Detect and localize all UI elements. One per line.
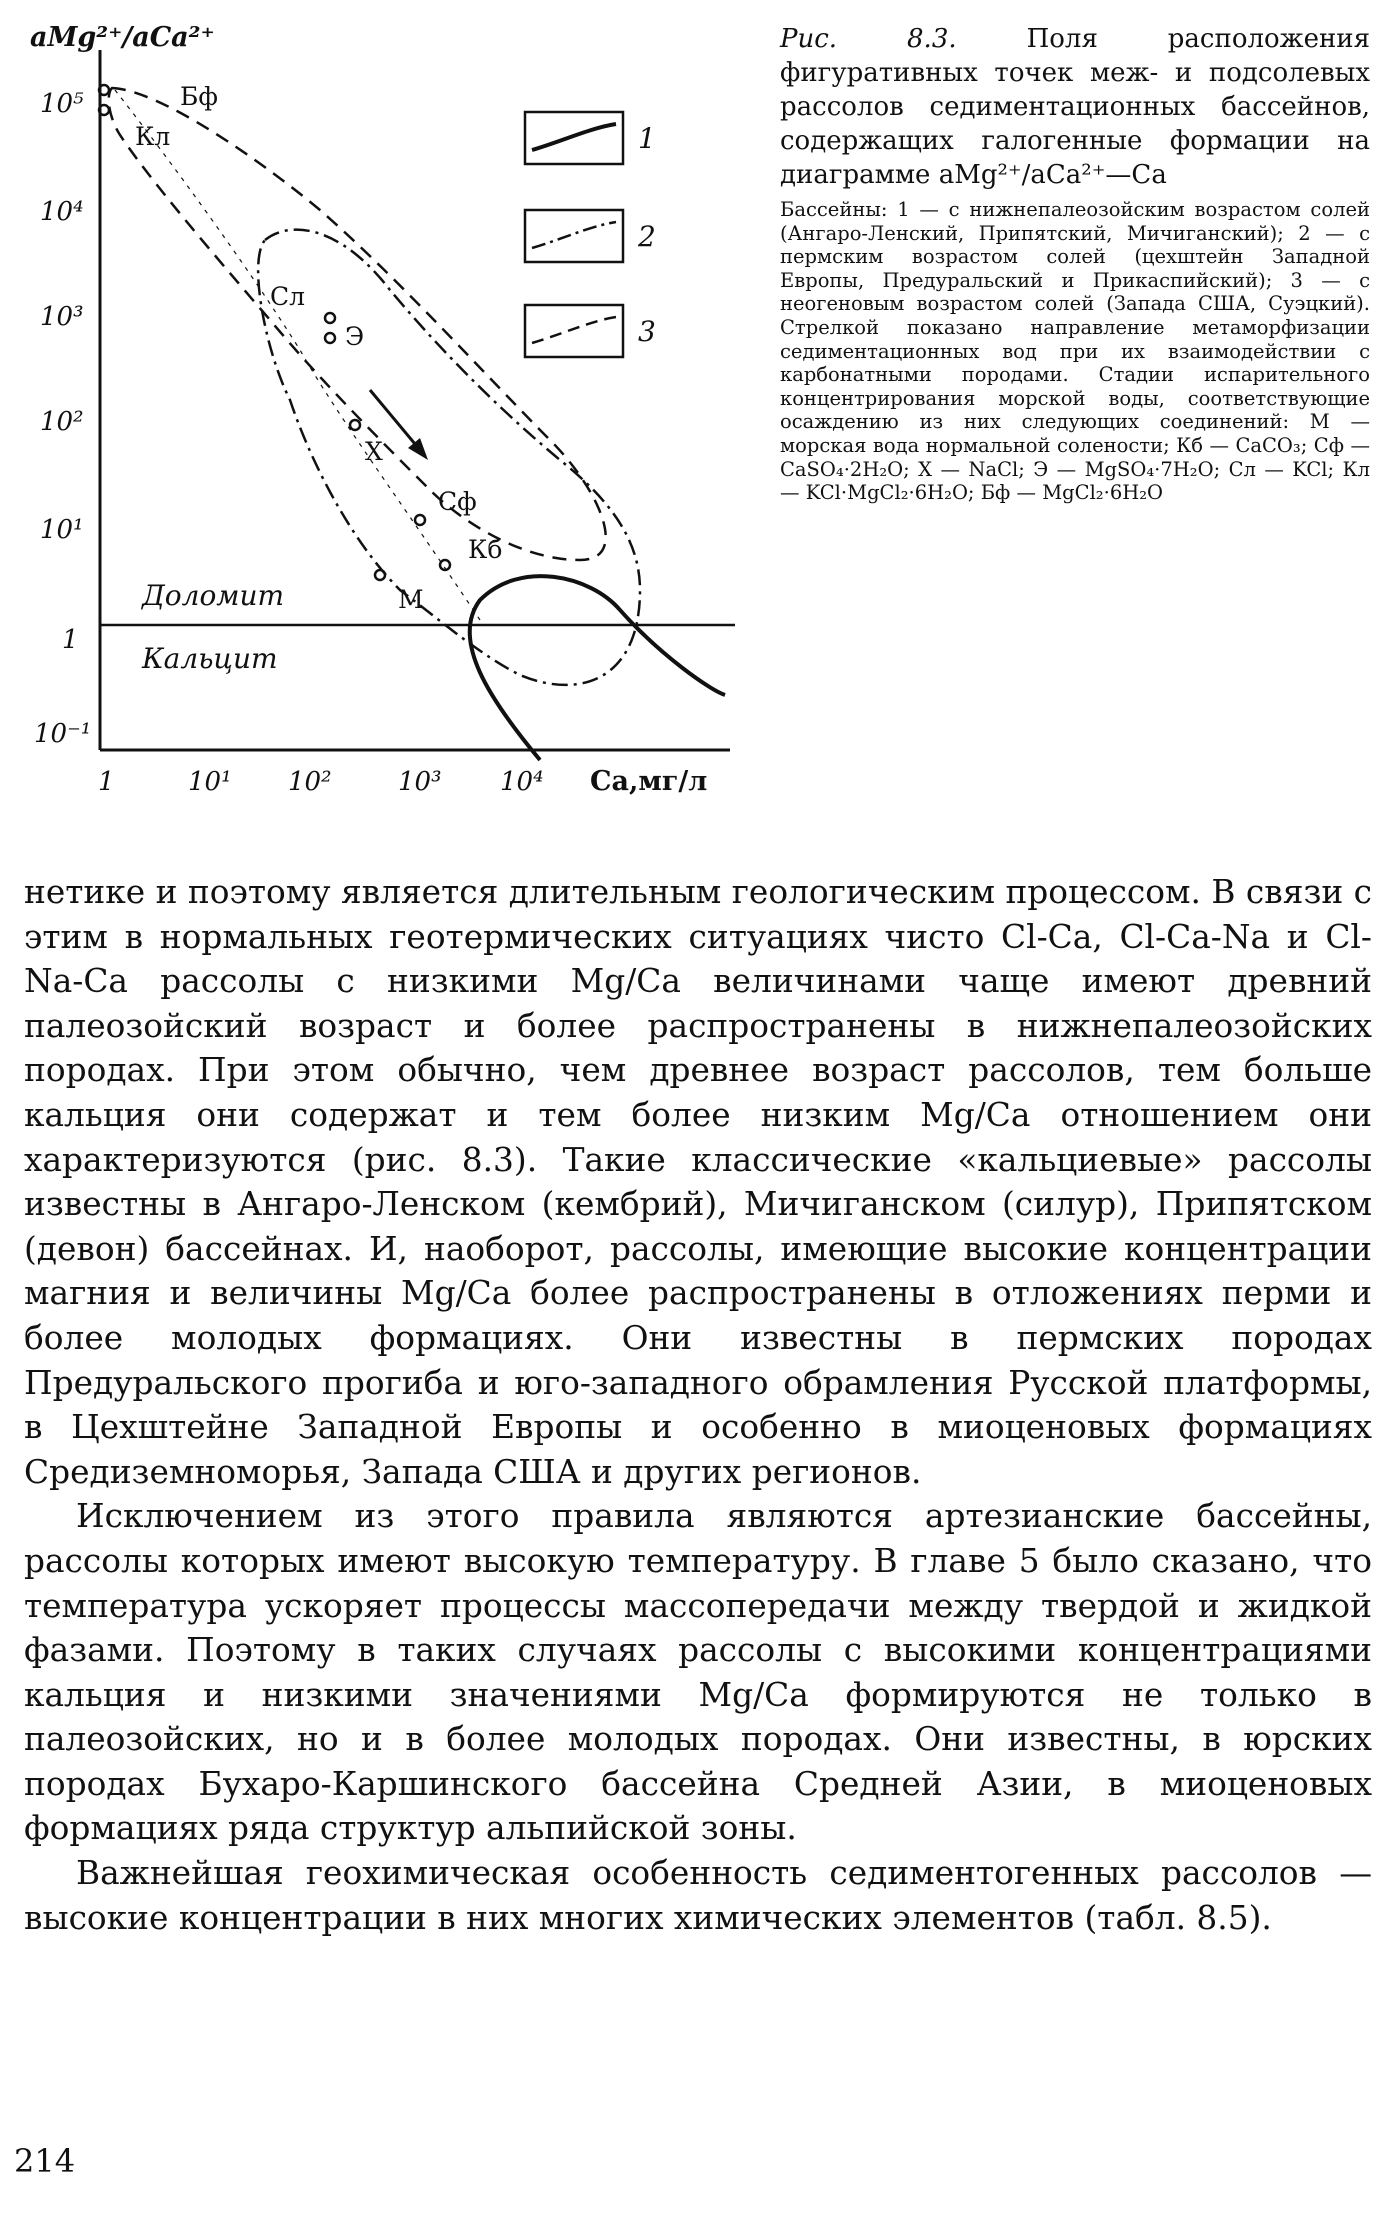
point-label: Бф xyxy=(180,82,218,111)
legend-label: 2 xyxy=(638,220,656,253)
field-2-boundary xyxy=(258,230,640,685)
point-label: Х xyxy=(365,437,383,466)
legend-box-2 xyxy=(525,210,623,262)
x-tick: 10¹ xyxy=(188,767,232,797)
x-tick: 1 xyxy=(98,767,115,797)
point-label: Э xyxy=(345,322,365,351)
point-marker xyxy=(415,515,425,525)
x-tick: 10² xyxy=(288,767,332,797)
figure-number: Рис. 8.3. xyxy=(780,24,957,54)
point-label: Сл xyxy=(270,282,306,311)
point-labels xyxy=(135,82,502,614)
calcite-label: Кальцит xyxy=(142,642,278,675)
legend-label: 1 xyxy=(638,122,656,155)
point-label: М xyxy=(398,585,424,614)
evaporation-line xyxy=(115,90,480,620)
y-tick: 10⁵ xyxy=(40,89,84,119)
point-marker xyxy=(325,333,335,343)
body-text xyxy=(24,870,1372,1940)
legend-box-1 xyxy=(525,112,623,164)
figure-diagram xyxy=(20,20,740,810)
legend xyxy=(525,112,656,357)
y-tick: 10² xyxy=(40,407,84,437)
y-ticks xyxy=(34,89,91,749)
caption-title xyxy=(780,22,1370,192)
y-tick: 10⁻¹ xyxy=(34,719,92,749)
point-label: Сф xyxy=(438,487,477,516)
dolomite-label: Доломит xyxy=(142,579,285,612)
y-tick: 1 xyxy=(62,625,79,655)
point-marker xyxy=(375,570,385,580)
point-label: Кл xyxy=(135,122,171,151)
y-tick: 10⁴ xyxy=(40,197,84,227)
y-tick: 10¹ xyxy=(40,515,84,545)
point-label: Кб xyxy=(468,535,503,564)
point-marker xyxy=(325,313,335,323)
paragraph: Исключением из этого правила являются артезианские бассейны, рассолы которых имеют высокую температуру. В главе 5 было сказано, что температура ускоряет процессы массопередачи между твердой и жидкой фазами. Поэтому в таких случаях рассолы с высокими концентрациями кальция и низкими значениями Mg/Ca формируются не только в палеозойских, но и в более молодых породах. Они известны, в юрских породах Бухаро-Каршинского бассейна Средней Азии, в миоценовых формациях ряда структур альпийской зоны. xyxy=(24,1497,1372,1848)
y-axis-label: aMg²⁺/aCa²⁺ xyxy=(30,22,215,53)
figure-caption xyxy=(780,22,1370,505)
legend-box-3 xyxy=(525,305,623,357)
caption-body: Бассейны: 1 — с нижнепалеозойским возрастом солей (Ангаро-Ленский, Припятский, Мичиганский); 2 — с пермским возрастом солей (цехштейн Западной Европы, Предуральский и Прикаспийский); 3 — с неогеновым возрастом солей (Запада США, Суэцкий). Стрелкой показано направление метаморфизации седиментационных вод при их взаимодействии с карбонатными породами. Стадии испарительного концентрирования морской воды, соответствующие осаждению из них следующих соединений: М — морская вода нормальной солености; Кб — CaCO₃; Сф — CaSO₄·2H₂O; Х — NaCl; Э — MgSO₄·7H₂O; Сл — KCl; Кл — KCl·MgCl₂·6H₂O; Бф — MgCl₂·6H₂O xyxy=(780,198,1370,505)
legend-line-dashdot xyxy=(532,222,616,248)
x-axis-label: Ca,мг/л xyxy=(590,766,708,797)
page-number: 214 xyxy=(14,2142,76,2180)
legend-line-solid xyxy=(532,124,616,150)
x-tick: 10³ xyxy=(398,767,442,797)
points xyxy=(99,85,450,580)
paragraph: нетике и поэтому является длительным геологическим процессом. В связи с этим в нормальных геотермических ситуациях чисто Cl-Ca, Cl-Ca-Na и Cl-Na-Ca рассолы с низкими Mg/Ca величинами чаще имеют древний палеозойский возраст и более распространены в нижнепалеозойских породах. При этом обычно, чем древнее возраст рассолов, тем больше кальция они содержат и тем более низким Mg/Ca отношением они характеризуются (рис. 8.3). Такие классические «кальциевые» рассолы известны в Ангаро-Ленском (кембрий), Мичиганском (силур), Припятском (девон) бассейнах. И, наоборот, рассолы, имеющие высокие концентрации магния и величины Mg/Ca более распространены в отложениях перми и более молодых формациях. Они известны в пермских породах Предуральского прогиба и юго-западного обрамления Русской платформы, в Цехштейне Западной Европы и особенно в миоценовых формациях Средиземноморья, Запада США и других регионов. xyxy=(24,873,1372,1491)
x-tick: 10⁴ xyxy=(500,767,544,797)
point-marker xyxy=(350,420,360,430)
caption-title-text: Поля расположения фигуративных точек меж- и подсолевых рассолов седиментационных бассейнов, содержащих галогенные формации на диаграмме aMg²⁺/aCa²⁺—Ca xyxy=(780,24,1371,190)
y-tick: 10³ xyxy=(40,302,84,332)
paragraph: Важнейшая геохимическая особенность седиментогенных рассолов — высокие концентрации в них многих химических элементов (табл. 8.5). xyxy=(24,1854,1372,1937)
legend-line-dashed xyxy=(532,317,616,343)
legend-label: 3 xyxy=(638,315,656,348)
x-ticks xyxy=(98,767,544,797)
